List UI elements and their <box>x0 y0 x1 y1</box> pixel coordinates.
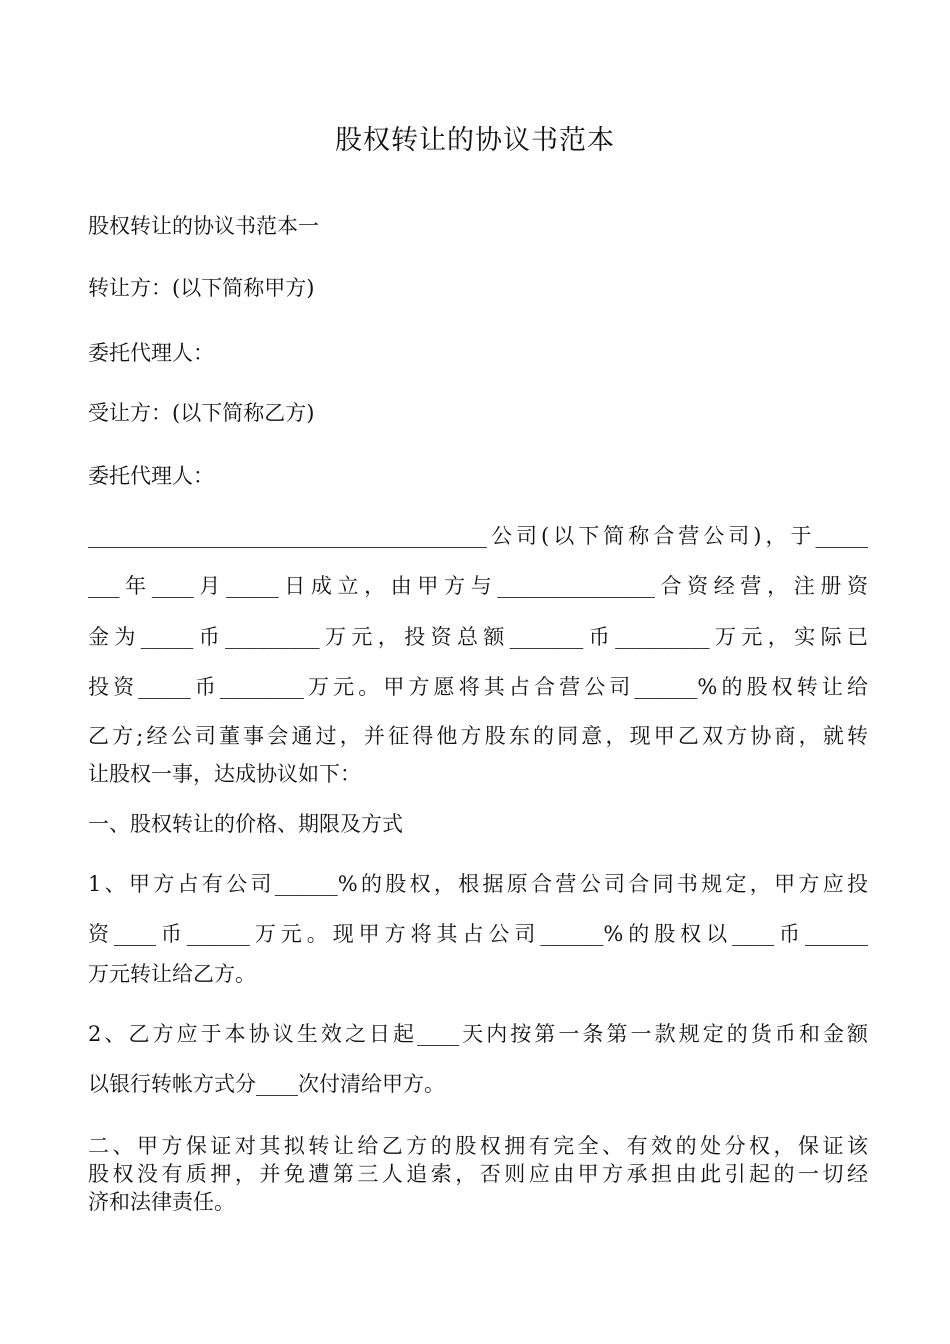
document-title: 股权转让的协议书范本 <box>335 125 615 156</box>
paragraph-line: ___年____月_____日成立，由甲方与_______________合资经营，注册资 <box>88 574 868 598</box>
transferee-agent-line: 委托代理人： <box>88 464 214 488</box>
clause-two-line: 股权没有质押，并免遭第三人追索，否则应由甲方承担由此引起的一切经 <box>88 1162 868 1186</box>
paragraph-line: ______________________________________公司(以下简称合营公司)，于_____ <box>88 524 868 548</box>
paragraph-line: 投资_____币________万元。甲方愿将其占合营公司______%的股权转让给 <box>88 675 868 699</box>
paragraph-line: 让股权一事，达成协议如下： <box>88 762 361 786</box>
paragraph-line: 乙方;经公司董事会通过，并征得他方股东的同意，现甲乙双方协商，就转 <box>88 724 868 748</box>
clause-line: 万元转让给乙方。 <box>88 962 256 986</box>
paragraph-line: 金为_____币_________万元，投资总额_______币_________万元，实际已 <box>88 625 868 649</box>
transferor-line: 转让方：(以下简称甲方) <box>88 276 315 300</box>
transferee-line: 受让方：(以下简称乙方) <box>88 401 315 425</box>
clause-two-line: 二、甲方保证对其拟转让给乙方的股权拥有完全、有效的处分权，保证该 <box>88 1134 868 1158</box>
clause-line: 以银行转帐方式分____次付清给甲方。 <box>88 1072 445 1096</box>
clause-line: 2、乙方应于本协议生效之日起____天内按第一条第一款规定的货币和金额 <box>88 1022 868 1046</box>
clause-line: 资____币______万元。现甲方将其占公司______%的股权以____币______ <box>88 922 868 946</box>
transferor-agent-line: 委托代理人： <box>88 341 214 365</box>
clause-line: 1、甲方占有公司______%的股权，根据原合营公司合同书规定，甲方应投 <box>88 872 868 896</box>
clause-two-line: 济和法律责任。 <box>88 1190 235 1214</box>
section-heading-one: 股权转让的协议书范本一 <box>88 214 319 238</box>
clause-heading-one: 一、股权转让的价格、期限及方式 <box>88 812 403 836</box>
